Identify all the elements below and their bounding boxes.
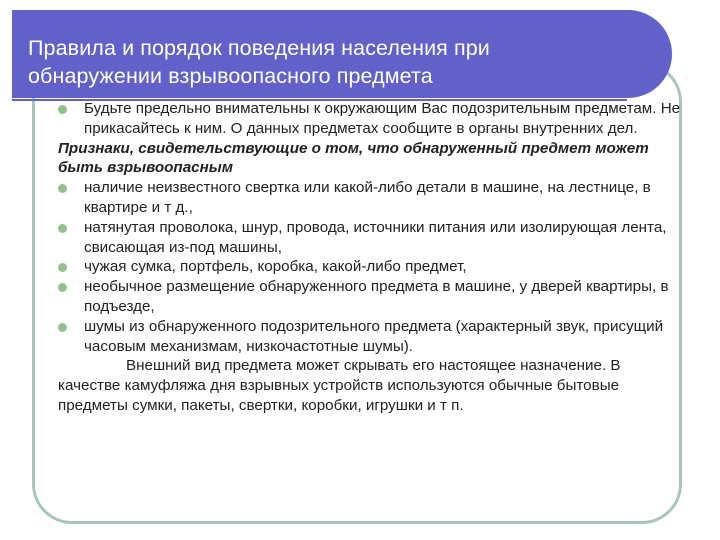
intro-item-text: Будьте предельно внимательны к окружающим Вас подозрительным предметам. Не прикасайтесь к ним. О данных предметах сообщите в органы внутренних дел. (84, 100, 681, 137)
bullet-icon (58, 224, 67, 233)
list-item (58, 277, 683, 317)
list-item-text: шумы из обнаруженного подозрительного предмета (характерный звук, присущий часовым механизмам, низкочастотные шумы). (84, 317, 664, 355)
slide-title-line-2: обнаружении взрывоопасного предмета (28, 64, 433, 88)
bullet-icon (58, 323, 67, 332)
list-item (58, 218, 683, 258)
signs-heading: Признаки, свидетельствующие о том, что обнаруженный предмет может быть взрывоопасным (58, 139, 649, 177)
list-item (58, 257, 683, 277)
list-item-text: натянутая проволока, шнур, провода, источники питания или изолирующая лента, свисающая из-под машины, (84, 218, 667, 256)
slide-body (58, 99, 683, 416)
slide-title-line-1: Правила и порядок поведения населения при (28, 36, 490, 60)
slide-title-banner (12, 10, 672, 98)
bullet-icon (58, 184, 67, 193)
bullet-icon (58, 283, 67, 292)
list-item-text: чужая сумка, портфель, коробка, какой-либо предмет, (84, 258, 467, 276)
bullet-icon (58, 263, 67, 272)
list-item (58, 317, 683, 357)
list-item-text: необычное размещение обнаруженного предмета в машине, у дверей квартиры, в подъезде, (84, 278, 669, 315)
closing-paragraph: Внешний вид предмета может скрывать его настоящее назначение. В качестве камуфляжа дня взрывных устройств используются обычные бытовые предметы сумки, пакеты, свертки, коробки, игрушки и т п. (58, 357, 621, 414)
list-item-text: наличие неизвестного свертка или какой-либо детали в машине, на лестнице, в квартире и т д., (84, 179, 651, 216)
list-item (58, 178, 683, 218)
bullet-icon (58, 105, 67, 114)
intro-item (58, 99, 683, 139)
